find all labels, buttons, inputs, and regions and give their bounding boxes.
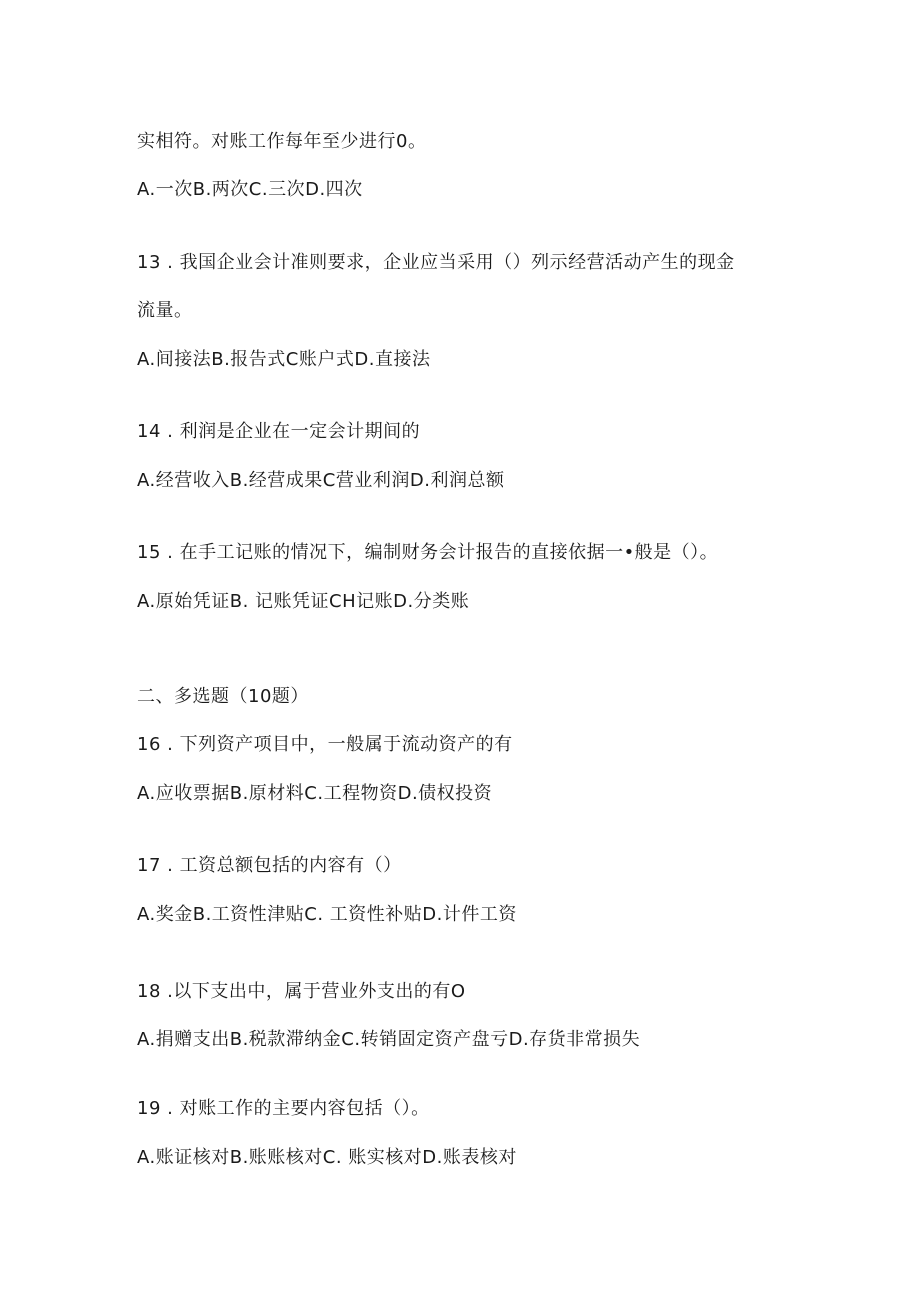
question-12-continuation: 实相符。对账工作每年至少进行0。 bbox=[137, 131, 427, 152]
question-18-options: A.捐赠支出B.税款滞纳金C.转销固定资产盘亏D.存货非常损失 bbox=[137, 1029, 641, 1050]
section-heading: 二、多选题（10题） bbox=[137, 686, 309, 707]
question-17-options: A.奖金B.工资性津贴C. 工资性补贴D.计件工资 bbox=[137, 904, 517, 925]
question-16-text: 16 . 下列资产项目中，一般属于流动资产的有 bbox=[137, 734, 513, 755]
question-14-text: 14 . 利润是企业在一定会计期间的 bbox=[137, 421, 421, 442]
question-15-options: A.原始凭证B. 记账凭证CH记账D.分类账 bbox=[137, 591, 470, 612]
question-17-text: 17 . 工资总额包括的内容有（） bbox=[137, 855, 402, 876]
question-18-text: 18 .以下支出中，属于营业外支出的有O bbox=[137, 981, 466, 1002]
question-19-text: 19 . 对账工作的主要内容包括（）。 bbox=[137, 1098, 430, 1119]
question-16-options: A.应收票据B.原材料C.工程物资D.债权投资 bbox=[137, 783, 493, 804]
question-15-text: 15 . 在手工记账的情况下，编制财务会计报告的直接依据一•般是（）。 bbox=[137, 542, 719, 563]
question-13-options: A.间接法B.报告式C账户式D.直接法 bbox=[137, 349, 431, 370]
question-14-options: A.经营收入B.经营成果C营业利润D.利润总额 bbox=[137, 470, 505, 491]
question-12-options: A.一次B.两次C.三次D.四次 bbox=[137, 179, 363, 200]
question-13-text: 13 . 我国企业会计准则要求，企业应当采用（）列示经营活动产生的现金 bbox=[137, 252, 735, 273]
question-19-options: A.账证核对B.账账核对C. 账实核对D.账表核对 bbox=[137, 1147, 517, 1168]
question-13-text-continued: 流量。 bbox=[137, 300, 193, 321]
